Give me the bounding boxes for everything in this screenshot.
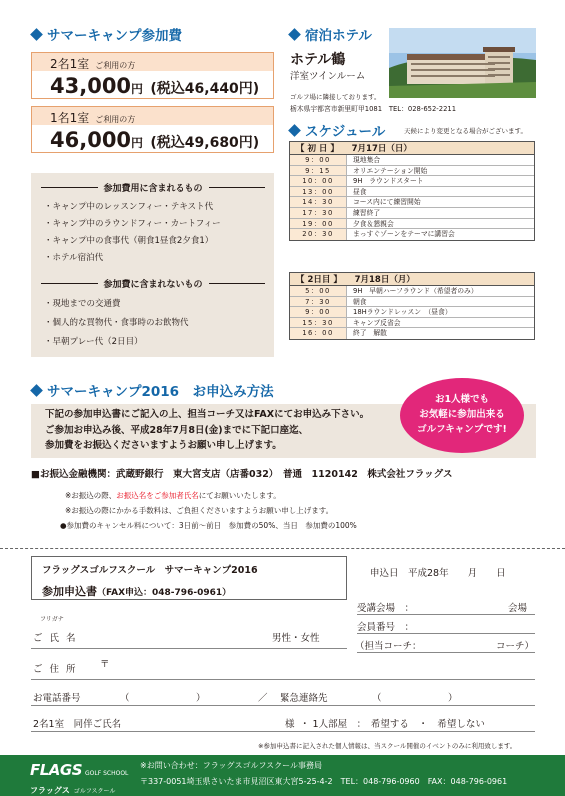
cut-line bbox=[0, 548, 565, 549]
form-slash: ／ bbox=[258, 693, 268, 704]
form-phone-label: お電話番号 bbox=[33, 693, 81, 704]
hotel-name: ホテル鶴 bbox=[290, 52, 346, 68]
phone-line bbox=[31, 705, 535, 706]
schedule-row: 7：30 朝食 bbox=[290, 297, 534, 308]
hotel-address: 栃木県宇都宮市新里町甲1081 TEL：028-652-2211 bbox=[290, 105, 457, 113]
diamond-icon bbox=[30, 384, 43, 397]
fee-plan-label: 2名1室 ご利用の方 bbox=[32, 53, 273, 71]
member-field[interactable] bbox=[357, 633, 535, 634]
footer-logo-kana: フラッグス ゴルフスクール bbox=[30, 786, 116, 795]
coach-field[interactable] bbox=[357, 652, 535, 653]
included-item: ・キャンプ中の食事代（朝食1昼食2夕食1） bbox=[44, 236, 214, 246]
diamond-icon bbox=[30, 28, 43, 41]
footer-contact: ※お問い合わせ：フラッグスゴルフスクール事務局 bbox=[140, 761, 322, 770]
form-companion-label: 2名1室 同伴ご氏名 bbox=[33, 719, 122, 730]
form-phone-field[interactable]: （ ） bbox=[120, 693, 206, 704]
form-emergency-field[interactable]: （ ） bbox=[372, 693, 458, 704]
form-coach-label: （担当コーチ： bbox=[355, 641, 422, 652]
hotel-note: ゴルフ場に隣接しております。 bbox=[290, 93, 381, 101]
form-sama: 様 bbox=[285, 719, 295, 730]
included-title: 参加費用に含まれるもの bbox=[41, 181, 265, 194]
excluded-item: ・現地までの交通費 bbox=[44, 299, 121, 309]
schedule-row: 16：00 終了 解散 bbox=[290, 328, 534, 339]
schedule-day-label: 【 初 日 】 7月17日（日） bbox=[290, 142, 534, 155]
transfer-note-name: ※お振込の際、お振込名をご参加者氏名にてお願いいたします。 bbox=[65, 491, 281, 500]
excluded-item: ・早朝プレー代（2日目） bbox=[44, 337, 143, 347]
schedule-row: 15：30 キャンプ反省会 bbox=[290, 318, 534, 329]
form-venue-label: 受講会場 ： bbox=[357, 603, 415, 614]
hotel-photo-image bbox=[389, 28, 536, 98]
included-box bbox=[31, 173, 274, 357]
footer bbox=[0, 755, 565, 796]
schedule-row: 9：00 現地集合 bbox=[290, 155, 534, 166]
excluded-item: ・個人的な買物代・食事時のお飲物代 bbox=[44, 318, 189, 328]
cancel-policy: ●参加費のキャンセル料について：3日前～前日 参加費の50%、当日 参加費の100% bbox=[60, 521, 357, 530]
included-item: ・ホテル宿泊代 bbox=[44, 253, 104, 263]
fees-heading: サマーキャンプ参加費 bbox=[29, 24, 182, 44]
name-field[interactable] bbox=[31, 648, 347, 649]
form-title-box bbox=[31, 556, 347, 600]
fee-plan-double bbox=[31, 52, 274, 99]
included-item: ・キャンプ中のレッスンフィー・テキスト代 bbox=[44, 202, 214, 212]
form-postal: 〒 bbox=[100, 659, 110, 670]
privacy-note: ※参加申込書に記入された個人情報は、当スクール開催のイベントのみに利用致します。 bbox=[258, 742, 517, 750]
footer-address: 〒337-0051埼玉県さいたま市見沼区東大宮5-25-4-2 TEL：048-796-0960 FAX：048-796-0961 bbox=[140, 777, 508, 786]
companion-field[interactable] bbox=[31, 731, 535, 732]
hotel-room: 洋室ツインルーム bbox=[290, 71, 366, 82]
fee-plan-price: 43,000円 (税込46,440円) bbox=[50, 74, 260, 98]
schedule-row: 5：00 9H 早朝ハーフラウンド（希望者のみ） bbox=[290, 286, 534, 297]
form-address-label: ご 住 所 bbox=[33, 664, 78, 675]
schedule-row: 17：30 練習終了 bbox=[290, 208, 534, 219]
schedule-heading: スケジュール bbox=[287, 120, 385, 140]
schedule-row: 14：30 コース内にて練習開始 bbox=[290, 197, 534, 208]
form-member-label: 会員番号 ： bbox=[357, 622, 415, 633]
form-furigana: フリガナ bbox=[40, 616, 64, 623]
form-title: 参加申込書（FAX申込：048-796-0961） bbox=[42, 585, 232, 598]
schedule-row: 9：15 オリエンテーション開始 bbox=[290, 166, 534, 177]
schedule-row: 10：00 9H ラウンドスタート bbox=[290, 176, 534, 187]
form-single-room[interactable]: ・ 1人部屋 ： 希望する ・ 希望しない bbox=[300, 719, 485, 730]
bank-info: ■お振込金融機関：武蔵野銀行 東大宮支店（店番032） 普通 1120142 株式会社フラッグス bbox=[31, 469, 453, 480]
form-name-label: ご 氏 名 bbox=[33, 633, 78, 644]
schedule-row: 19：00 夕食＆懇親会 bbox=[290, 219, 534, 230]
form-gender[interactable]: 男性・女性 bbox=[272, 633, 320, 644]
hotel-photo bbox=[389, 28, 536, 98]
schedule-day2 bbox=[289, 272, 535, 340]
transfer-note-fee: ※お振込の際にかかる手数料は、ご負担くださいますようお願い申し上げます。 bbox=[65, 506, 334, 515]
schedule-day-label: 【 2日目 】 7月18日（月） bbox=[290, 273, 534, 286]
schedule-row: 20：30 まっすぐゾーンをテーマに講習会 bbox=[290, 229, 534, 240]
diamond-icon bbox=[288, 28, 301, 41]
apply-heading: サマーキャンプ2016 お申込み方法 bbox=[29, 380, 274, 400]
promo-bubble: お1人様でも お気軽に参加出来る ゴルフキャンプです! bbox=[400, 378, 524, 453]
address-field[interactable] bbox=[31, 679, 535, 680]
schedule-day1 bbox=[289, 141, 535, 241]
footer-logo: FLAGS GOLF SCHOOL bbox=[30, 761, 129, 779]
fee-plan-price: 46,000円 (税込49,680円) bbox=[50, 128, 260, 152]
hotel-heading: 宿泊ホテル bbox=[287, 24, 372, 44]
schedule-row: 9：00 18Hラウンドレッスン （昼食） bbox=[290, 307, 534, 318]
apply-instructions: 下記の参加申込書にご記入の上、担当コーチ又はFAXにてお申込み下さい。 ご参加お申込み後、平成28年7月8日(金)までに下記口座迄、 参加費をお振込くださいますようお願い申し上げます。 bbox=[31, 404, 536, 458]
venue-field[interactable] bbox=[357, 614, 535, 615]
included-item: ・キャンプ中のラウンドフィー・カートフィー bbox=[44, 219, 221, 229]
form-emergency-label: 緊急連絡先 bbox=[280, 693, 328, 704]
schedule-row: 13：00 昼食 bbox=[290, 187, 534, 198]
fee-plan-single bbox=[31, 106, 274, 153]
excluded-title: 参加費に含まれないもの bbox=[41, 277, 265, 290]
form-date[interactable]: 申込日 平成28年 月 日 bbox=[370, 568, 506, 579]
diamond-icon bbox=[288, 124, 301, 137]
schedule-note: 天候により変更となる場合がございます。 bbox=[404, 127, 527, 135]
form-coach-suffix: コーチ） bbox=[496, 641, 535, 652]
fee-plan-label: 1名1室 ご利用の方 bbox=[32, 107, 273, 125]
form-school: フラッグスゴルフスクール サマーキャンプ2016 bbox=[42, 565, 258, 576]
form-venue-suffix: 会場 bbox=[508, 603, 528, 614]
